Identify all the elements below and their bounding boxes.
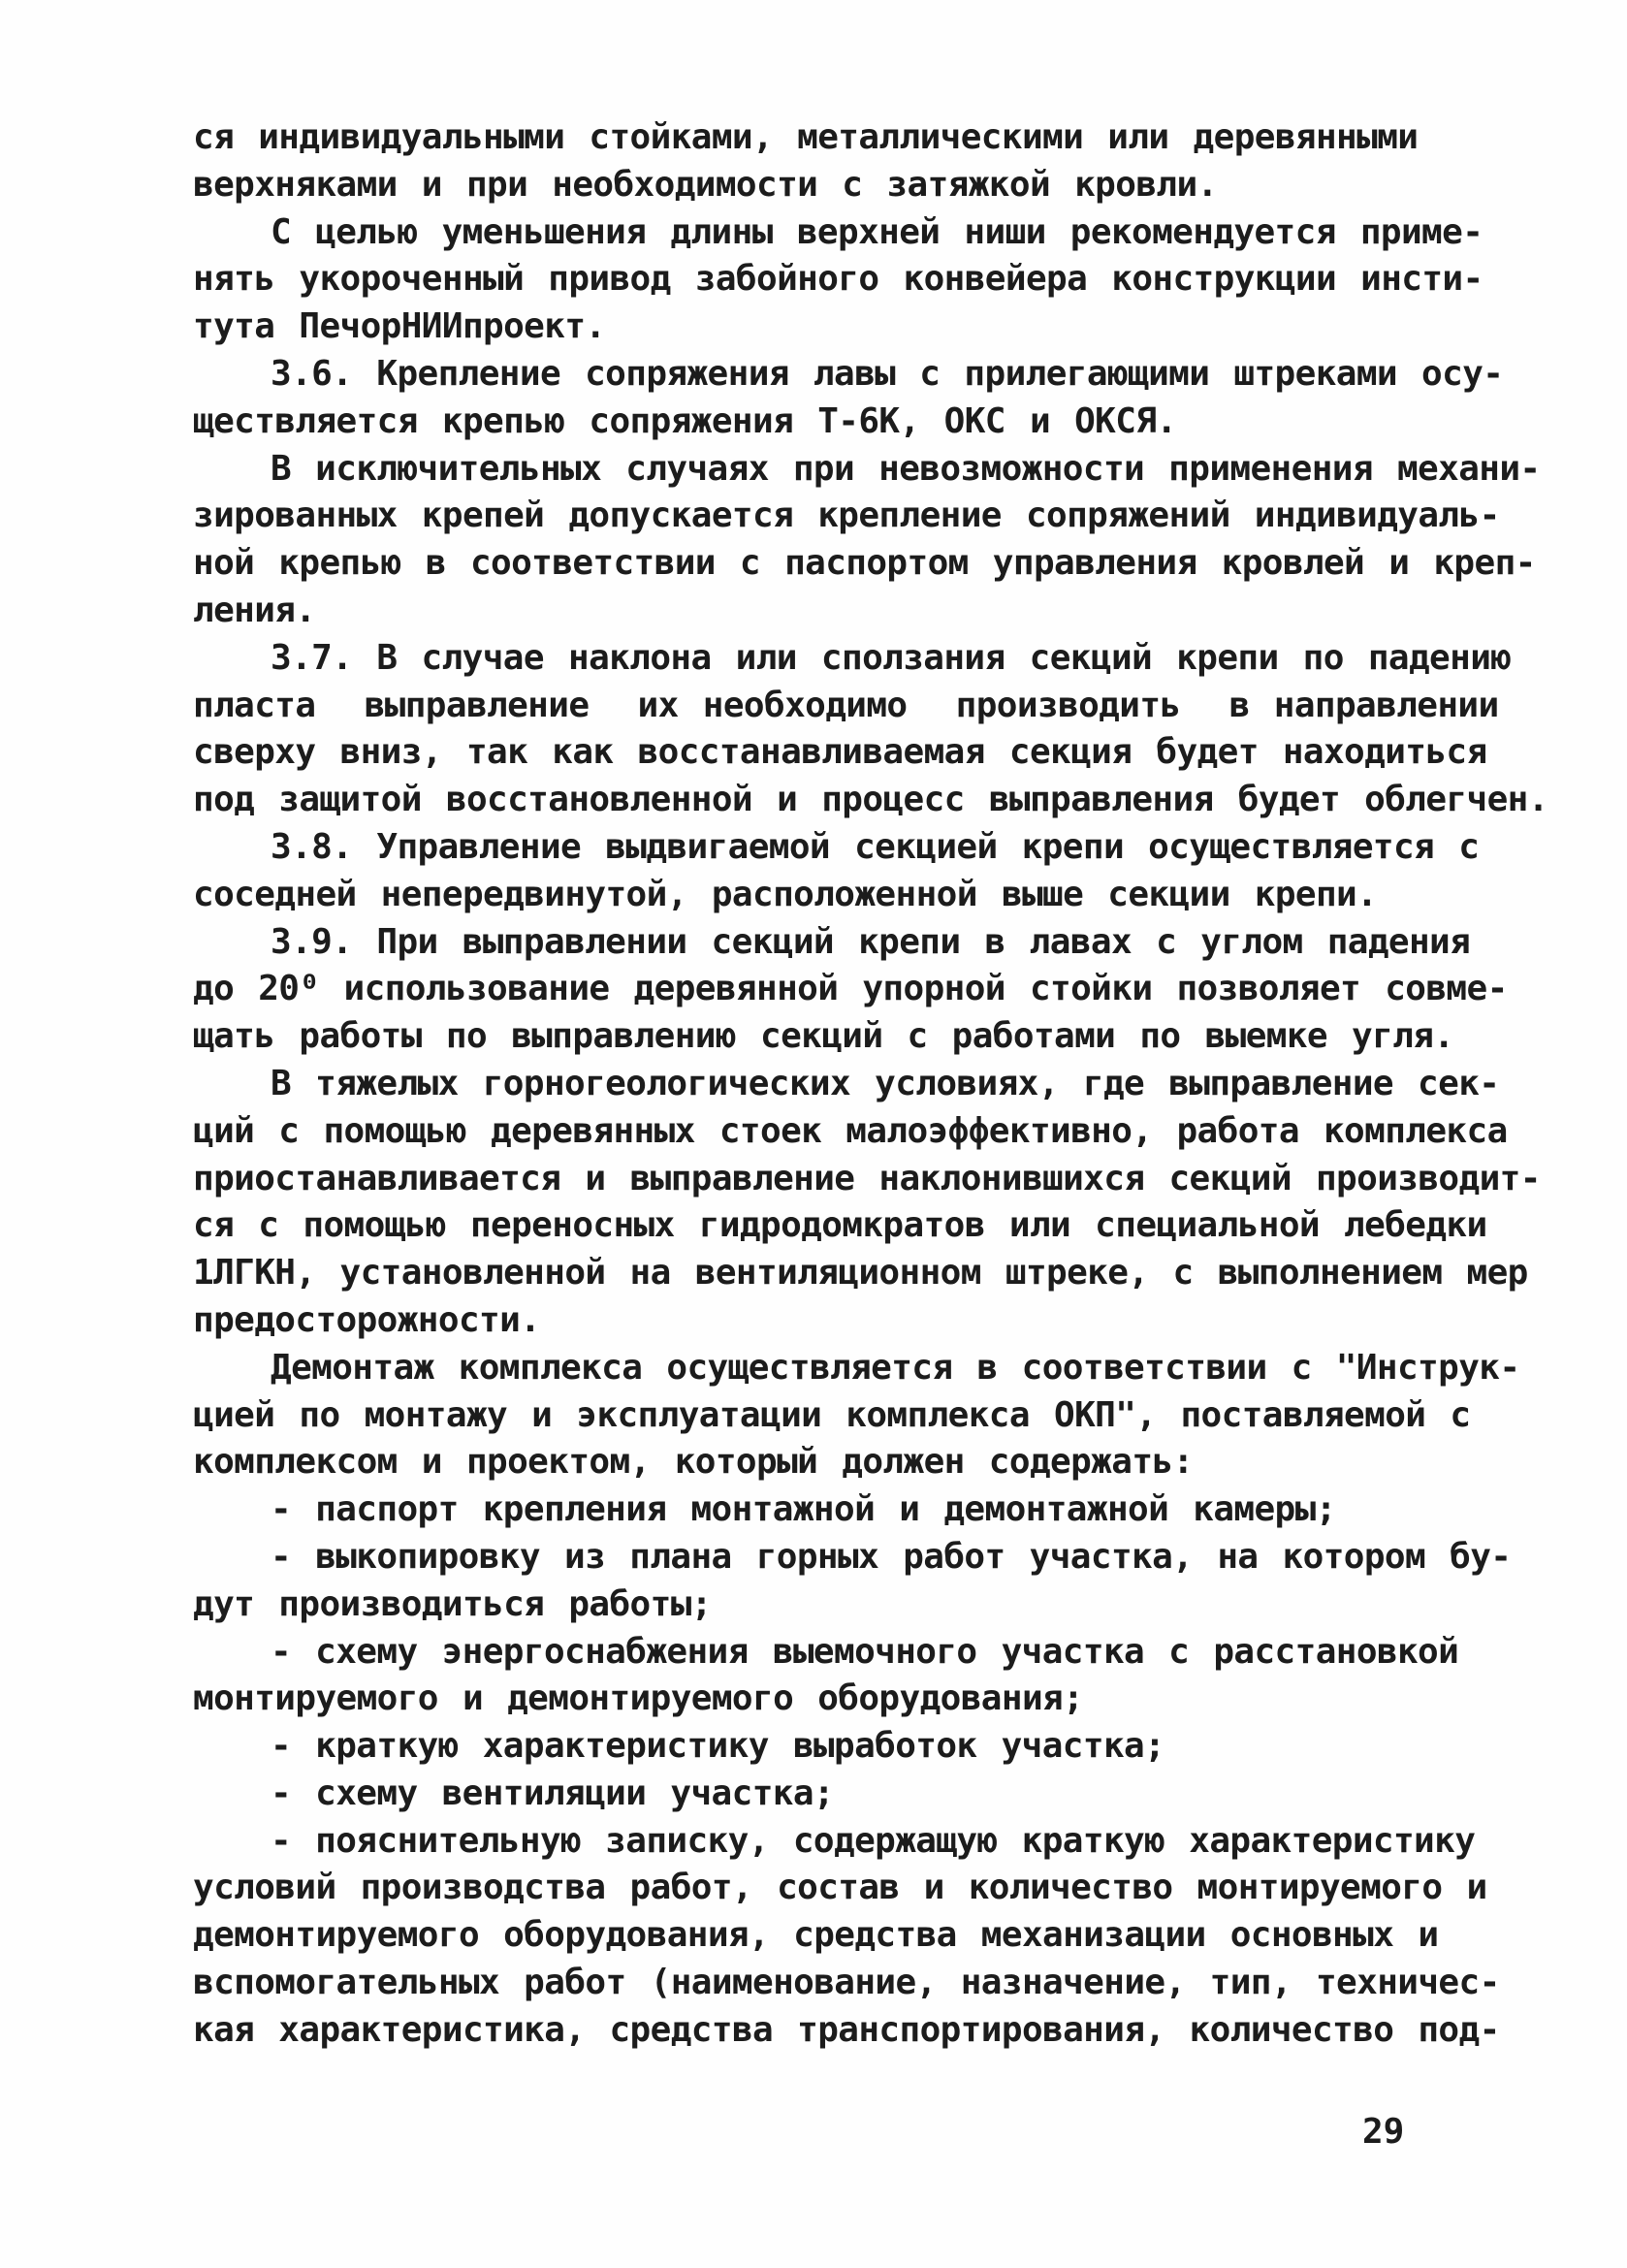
- text-line: условий производства работ, состав и количество монтируемого и: [193, 1868, 1487, 1908]
- text-line: до 20⁰ использование деревянной упорной стойки позволяет совме-: [193, 969, 1508, 1009]
- text-line: зированных крепей допускается крепление сопряжений индивидуаль-: [193, 495, 1500, 536]
- text-line: В тяжелых горногеологических условиях, где выправление сек-: [271, 1063, 1500, 1103]
- text-line: Демонтаж комплекса осуществляется в соответствии с "Инструк-: [271, 1347, 1520, 1388]
- text-line: 3.7. В случае наклона или сползания секций крепи по падению: [271, 637, 1512, 678]
- text-line: пласта выправление их необходимо производить в направлении: [193, 685, 1499, 725]
- text-line: С целью уменьшения длины верхней ниши рекомендуется приме-: [271, 211, 1483, 252]
- text-line: В исключительных случаях при невозможности применения механи-: [271, 448, 1541, 489]
- text-line: дут производиться работы;: [193, 1583, 712, 1624]
- text-line: ся с помощью переносных гидродомкратов или специальной лебедки: [193, 1205, 1487, 1246]
- text-line: - пояснительную записку, содержащую краткую характеристику: [271, 1820, 1476, 1861]
- text-line: 1ЛГКН, установленной на вентиляционном штреке, с выполнением мер: [193, 1253, 1528, 1294]
- text-line: - схему энергоснабжения выемочного участка с расстановкой: [271, 1631, 1459, 1672]
- text-line: нять укороченный привод забойного конвейера конструкции инсти-: [193, 259, 1483, 300]
- text-line: ществляется крепью сопряжения Т-6К, ОКС и ОКСЯ.: [193, 400, 1177, 441]
- text-line: кая характеристика, средства транспортирования, количество под-: [193, 2009, 1500, 2050]
- text-line: предосторожности.: [193, 1299, 541, 1340]
- text-line: 3.8. Управление выдвигаемой секцией крепи осуществляется с: [271, 826, 1480, 867]
- text-line: щать работы по выправлению секций с работами по выемке угля.: [193, 1016, 1454, 1057]
- text-line: тута ПечорНИИпроект.: [193, 306, 606, 347]
- text-line: вспомогательных работ (наименование, назначение, тип, техничес-: [193, 1963, 1500, 2003]
- text-line: - схему вентиляции участка;: [271, 1773, 834, 1813]
- body-text: [193, 114, 1548, 2055]
- text-line: демонтируемого оборудования, средства механизации основных и: [193, 1915, 1439, 1956]
- text-line: приостанавливается и выправление наклонившихся секций производит-: [193, 1158, 1541, 1198]
- text-line: - выкопировку из плана горных работ участка, на котором бу-: [271, 1536, 1512, 1577]
- text-line: 3.6. Крепление сопряжения лавы с прилегающими штреками осу-: [271, 353, 1504, 394]
- text-line: сверху вниз, так как восстанавливаемая секция будет находиться: [193, 732, 1487, 773]
- text-line: - паспорт крепления монтажной и демонтажной камеры;: [271, 1489, 1336, 1530]
- page-number: 29: [1362, 2112, 1405, 2152]
- text-line: под защитой восстановленной и процесс выправления будет облегчен.: [193, 780, 1548, 820]
- text-line: соседней непередвинутой, расположенной выше секции крепи.: [193, 874, 1378, 914]
- text-line: ций с помощью деревянных стоек малоэффективно, работа комплекса: [193, 1110, 1508, 1151]
- text-line: монтируемого и демонтируемого оборудования;: [193, 1678, 1084, 1719]
- text-line: ся индивидуальными стойками, металлическими или деревянными: [193, 117, 1419, 157]
- text-line: - краткую характеристику выработок участка;: [271, 1726, 1165, 1767]
- text-line: цией по монтажу и эксплуатации комплекса ОКП", поставляемой с: [193, 1394, 1471, 1435]
- text-line: комплексом и проектом, который должен содержать:: [193, 1442, 1194, 1483]
- text-line: верхняками и при необходимости с затяжкой кровли.: [193, 164, 1218, 205]
- text-line: 3.9. При выправлении секций крепи в лавах с углом падения: [271, 921, 1471, 962]
- text-line: ления.: [193, 590, 316, 630]
- text-line: ной крепью в соответствии с паспортом управления кровлей и креп-: [193, 543, 1536, 584]
